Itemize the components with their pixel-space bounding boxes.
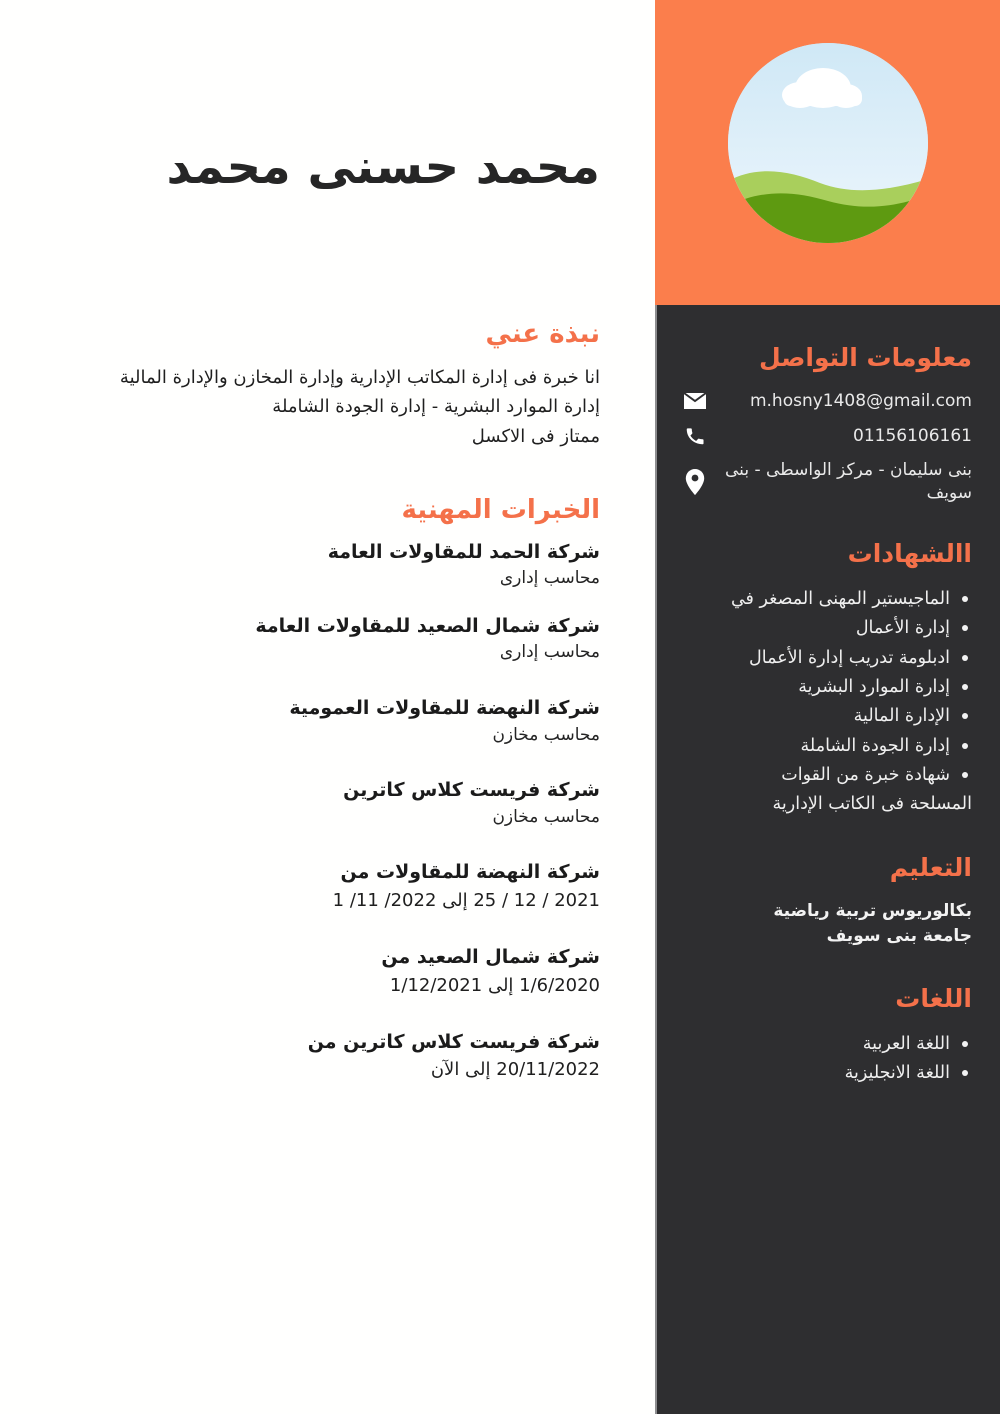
list-item: الماجيستير المهنى المصغر في [683, 585, 972, 613]
experience-company: شركة شمال الصعيد للمقاولات العامة [255, 614, 600, 637]
about-line: انا خبرة فى إدارة المكاتب الإدارية وإدارة المخازن والإدارة المالية [119, 367, 600, 389]
experience-heading: الخبرات المهنية [401, 494, 600, 525]
avatar [728, 43, 928, 243]
contact-item-phone[interactable] [683, 424, 972, 448]
page-title: محمد حسنى محمد [166, 139, 600, 195]
sidebar-body [655, 305, 1000, 1088]
contact-heading: معلومات التواصل [758, 343, 972, 372]
experience-item [60, 777, 600, 829]
experience-company: شركة شمال الصعيد من [381, 945, 600, 968]
about-heading: نبذة عني [485, 319, 600, 350]
experience-role: محاسب مخازن [492, 806, 600, 827]
experience-date-range: 2021 / 12 / 25 إلى 2022/ 11/ 1 [332, 889, 600, 911]
contact-section [683, 343, 972, 505]
list-item: اللغة الانجليزية [683, 1059, 972, 1087]
certificates-list [683, 585, 972, 819]
experience-item [60, 539, 600, 591]
envelope-icon [683, 389, 707, 413]
experience-company: شركة الحمد للمقاولات العامة [327, 540, 600, 563]
languages-heading: اللغات [895, 983, 972, 1013]
map-pin-icon [683, 470, 707, 494]
certificates-section [683, 539, 972, 819]
contact-address-value: بنى سليمان - مركز الواسطى - بنى سويف [725, 460, 972, 503]
experience-date-range: 1/6/2020 إلى 1/12/2021 [389, 974, 600, 996]
list-item: شهادة خبرة من القوات [683, 761, 972, 789]
sidebar-header-banner [655, 0, 1000, 305]
experience-dated-item [60, 944, 600, 999]
contact-item-address[interactable] [683, 459, 972, 505]
contact-item-email[interactable] [683, 389, 972, 413]
contact-email-value: m.hosny1408@gmail.com [749, 390, 972, 411]
experience-dated-item [60, 859, 600, 914]
list-item: إدارة الجودة الشاملة [683, 732, 972, 760]
experience-item [60, 695, 600, 747]
experience-role: محاسب إدارى [499, 568, 600, 589]
education-heading: التعليم [889, 852, 972, 882]
phone-icon [683, 424, 707, 448]
list-item-continuation: المسلحة فى الكاتب الإدارية [772, 794, 972, 815]
experience-company: شركة فريست كلاس كاترين [343, 779, 600, 802]
languages-section [683, 984, 972, 1088]
about-section [60, 319, 600, 450]
experience-role: محاسب مخازن [492, 724, 600, 745]
experience-company: شركة النهضة للمقاولات العمومية [289, 697, 600, 720]
languages-list [683, 1030, 972, 1088]
list-item: ادبلومة تدريب إدارة الأعمال [683, 644, 972, 672]
education-section [683, 853, 972, 950]
education-institution: جامعة بنى سويف [826, 926, 972, 947]
contact-phone-value: 01156106161 [853, 425, 972, 446]
experience-section [60, 495, 600, 1083]
about-line: إدارة الموارد البشرية - إدارة الجودة الشاملة [272, 396, 600, 418]
experience-company: شركة فريست كلاس كاترين من [307, 1030, 600, 1053]
list-item: إدارة الأعمال [683, 614, 972, 642]
experience-company: شركة النهضة للمقاولات من [340, 861, 600, 884]
list-item: الإدارة المالية [683, 702, 972, 730]
list-item: إدارة الموارد البشرية [683, 673, 972, 701]
experience-item [60, 613, 600, 665]
experience-dated-item [60, 1029, 600, 1084]
sidebar [655, 0, 1000, 1414]
education-degree: بكالوريوس تربية رياضية [773, 900, 972, 921]
landscape-placeholder-photo-icon [728, 43, 928, 243]
experience-date-range: 20/11/2022 إلى الآن [430, 1059, 600, 1081]
experience-role: محاسب إدارى [499, 642, 600, 663]
certificates-heading: االشهادات [847, 538, 972, 568]
list-item: اللغة العربية [683, 1030, 972, 1058]
about-line: ممتاز فى الاكسل [471, 425, 600, 447]
